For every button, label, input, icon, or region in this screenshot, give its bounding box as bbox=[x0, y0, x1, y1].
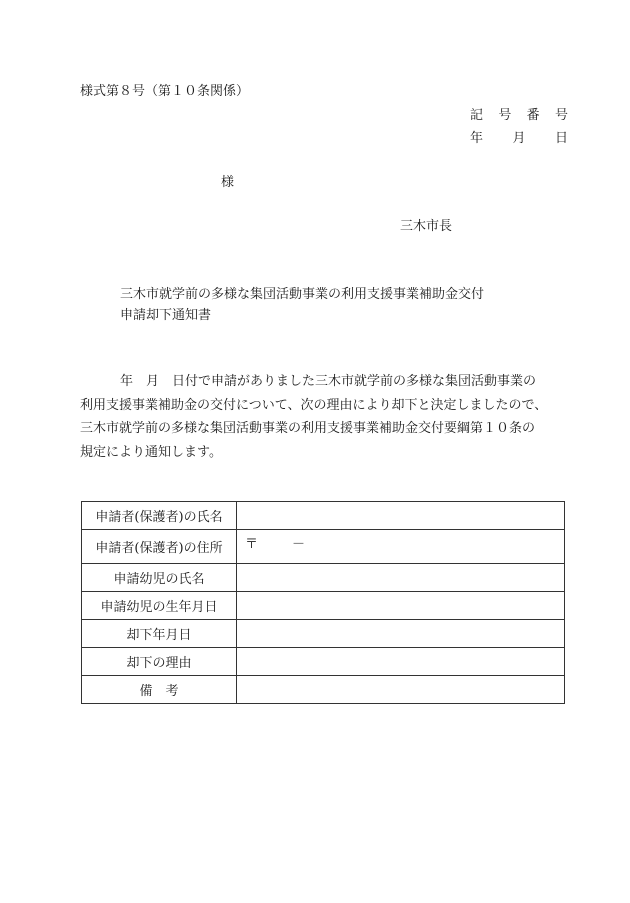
row-label-rejection-reason: 却下の理由 bbox=[82, 648, 237, 676]
date-day: 日 bbox=[554, 131, 568, 146]
doc-number-char: 番 bbox=[526, 108, 540, 123]
table-row bbox=[82, 564, 565, 592]
form-number: 様式第８号（第１０条関係） bbox=[80, 84, 250, 99]
body-line: 利用支援事業補助金の交付について、次の理由により却下と決定しましたので、 bbox=[80, 397, 548, 413]
document-title-line1: 三木市就学前の多様な集団活動事業の利用支援事業補助金交付 bbox=[120, 287, 485, 302]
body-paragraph bbox=[80, 370, 572, 464]
table-row bbox=[82, 648, 565, 676]
row-label-applicant-address: 申請者(保護者)の住所 bbox=[82, 530, 237, 564]
table-row bbox=[82, 530, 565, 564]
postal-dash: － bbox=[291, 537, 305, 552]
row-label-child-birthdate: 申請幼児の生年月日 bbox=[82, 592, 237, 620]
postal-mark-icon: 〒 bbox=[245, 537, 259, 552]
doc-number-char: 記 bbox=[470, 108, 484, 123]
info-table bbox=[81, 501, 565, 704]
document-date bbox=[470, 127, 568, 146]
postal-code bbox=[245, 533, 305, 552]
document-title-line2: 申請却下通知書 bbox=[120, 308, 212, 323]
doc-number-char: 号 bbox=[554, 108, 568, 123]
row-label-child-name: 申請幼児の氏名 bbox=[82, 564, 237, 592]
applicant-name-field[interactable] bbox=[237, 502, 565, 530]
row-label-remarks: 備 考 bbox=[82, 676, 237, 704]
date-month: 月 bbox=[512, 131, 526, 146]
table-row bbox=[82, 592, 565, 620]
rejection-reason-field[interactable] bbox=[237, 648, 565, 676]
body-line: 三木市就学前の多様な集団活動事業の利用支援事業補助金交付要綱第１０条の bbox=[80, 421, 536, 436]
remarks-field[interactable] bbox=[237, 676, 565, 704]
row-label-applicant-name: 申請者(保護者)の氏名 bbox=[82, 502, 237, 530]
child-birthdate-field[interactable] bbox=[237, 592, 565, 620]
table-row bbox=[82, 502, 565, 530]
body-line: 年 月 日付で申請がありました三木市就学前の多様な集団活動事業の bbox=[120, 374, 537, 389]
sender-name: 三木市長 bbox=[400, 219, 453, 234]
addressee-honorific: 様 bbox=[221, 175, 235, 190]
table-row bbox=[82, 620, 565, 648]
applicant-address-field[interactable] bbox=[237, 530, 565, 564]
table-row bbox=[82, 676, 565, 704]
child-name-field[interactable] bbox=[237, 564, 565, 592]
date-year: 年 bbox=[470, 131, 484, 146]
row-label-rejection-date: 却下年月日 bbox=[82, 620, 237, 648]
rejection-date-field[interactable] bbox=[237, 620, 565, 648]
doc-number-char: 号 bbox=[498, 108, 512, 123]
document-number bbox=[470, 104, 568, 123]
body-line: 規定により通知します。 bbox=[80, 444, 222, 460]
